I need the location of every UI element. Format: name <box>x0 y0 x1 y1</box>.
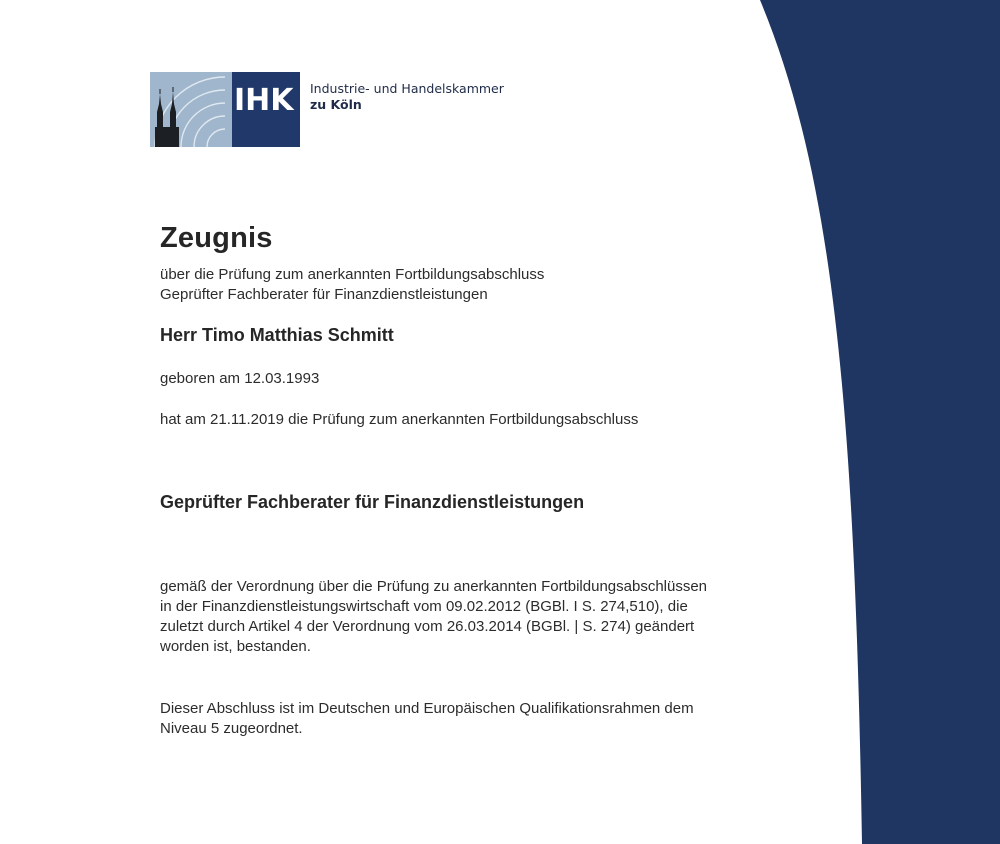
level-line: Dieser Abschluss ist im Deutschen und Europäischen Qualifikationsrahmen dem <box>160 700 694 717</box>
ihk-logo <box>150 72 300 147</box>
exam-statement: hat am 21.11.2019 die Prüfung zum anerkannten Fortbildungsabschluss <box>160 411 639 428</box>
svg-text:IHK: IHK <box>234 83 294 118</box>
qualification-level-paragraph <box>160 699 800 739</box>
regulation-line: worden ist, bestanden. <box>160 638 311 655</box>
org-name-line2: zu Köln <box>310 97 362 112</box>
qualification-title: Geprüfter Fachberater für Finanzdienstleistungen <box>160 492 585 512</box>
subtitle-line1: über die Prüfung zum anerkannten Fortbildungsabschluss <box>160 266 545 283</box>
org-name-line1: Industrie- und Handelskammer <box>310 81 504 96</box>
org-name <box>310 81 504 113</box>
regulation-paragraph <box>160 577 800 657</box>
birth-date: geboren am 12.03.1993 <box>160 370 320 387</box>
certificate-title: Zeugnis <box>160 222 273 254</box>
level-line: Niveau 5 zugeordnet. <box>160 720 303 737</box>
recipient-name: Herr Timo Matthias Schmitt <box>160 325 394 345</box>
subtitle-line2: Geprüfter Fachberater für Finanzdienstleistungen <box>160 286 488 303</box>
regulation-line: gemäß der Verordnung über die Prüfung zu anerkannten Fortbildungsabschlüssen <box>160 578 708 595</box>
certificate-subtitle <box>160 265 544 305</box>
regulation-line: in der Finanzdienstleistungswirtschaft vom 09.02.2012 (BGBl. I S. 274,510), die <box>160 598 688 615</box>
regulation-line: zuletzt durch Artikel 4 der Verordnung vom 26.03.2014 (BGBl. | S. 274) geändert <box>160 618 695 635</box>
